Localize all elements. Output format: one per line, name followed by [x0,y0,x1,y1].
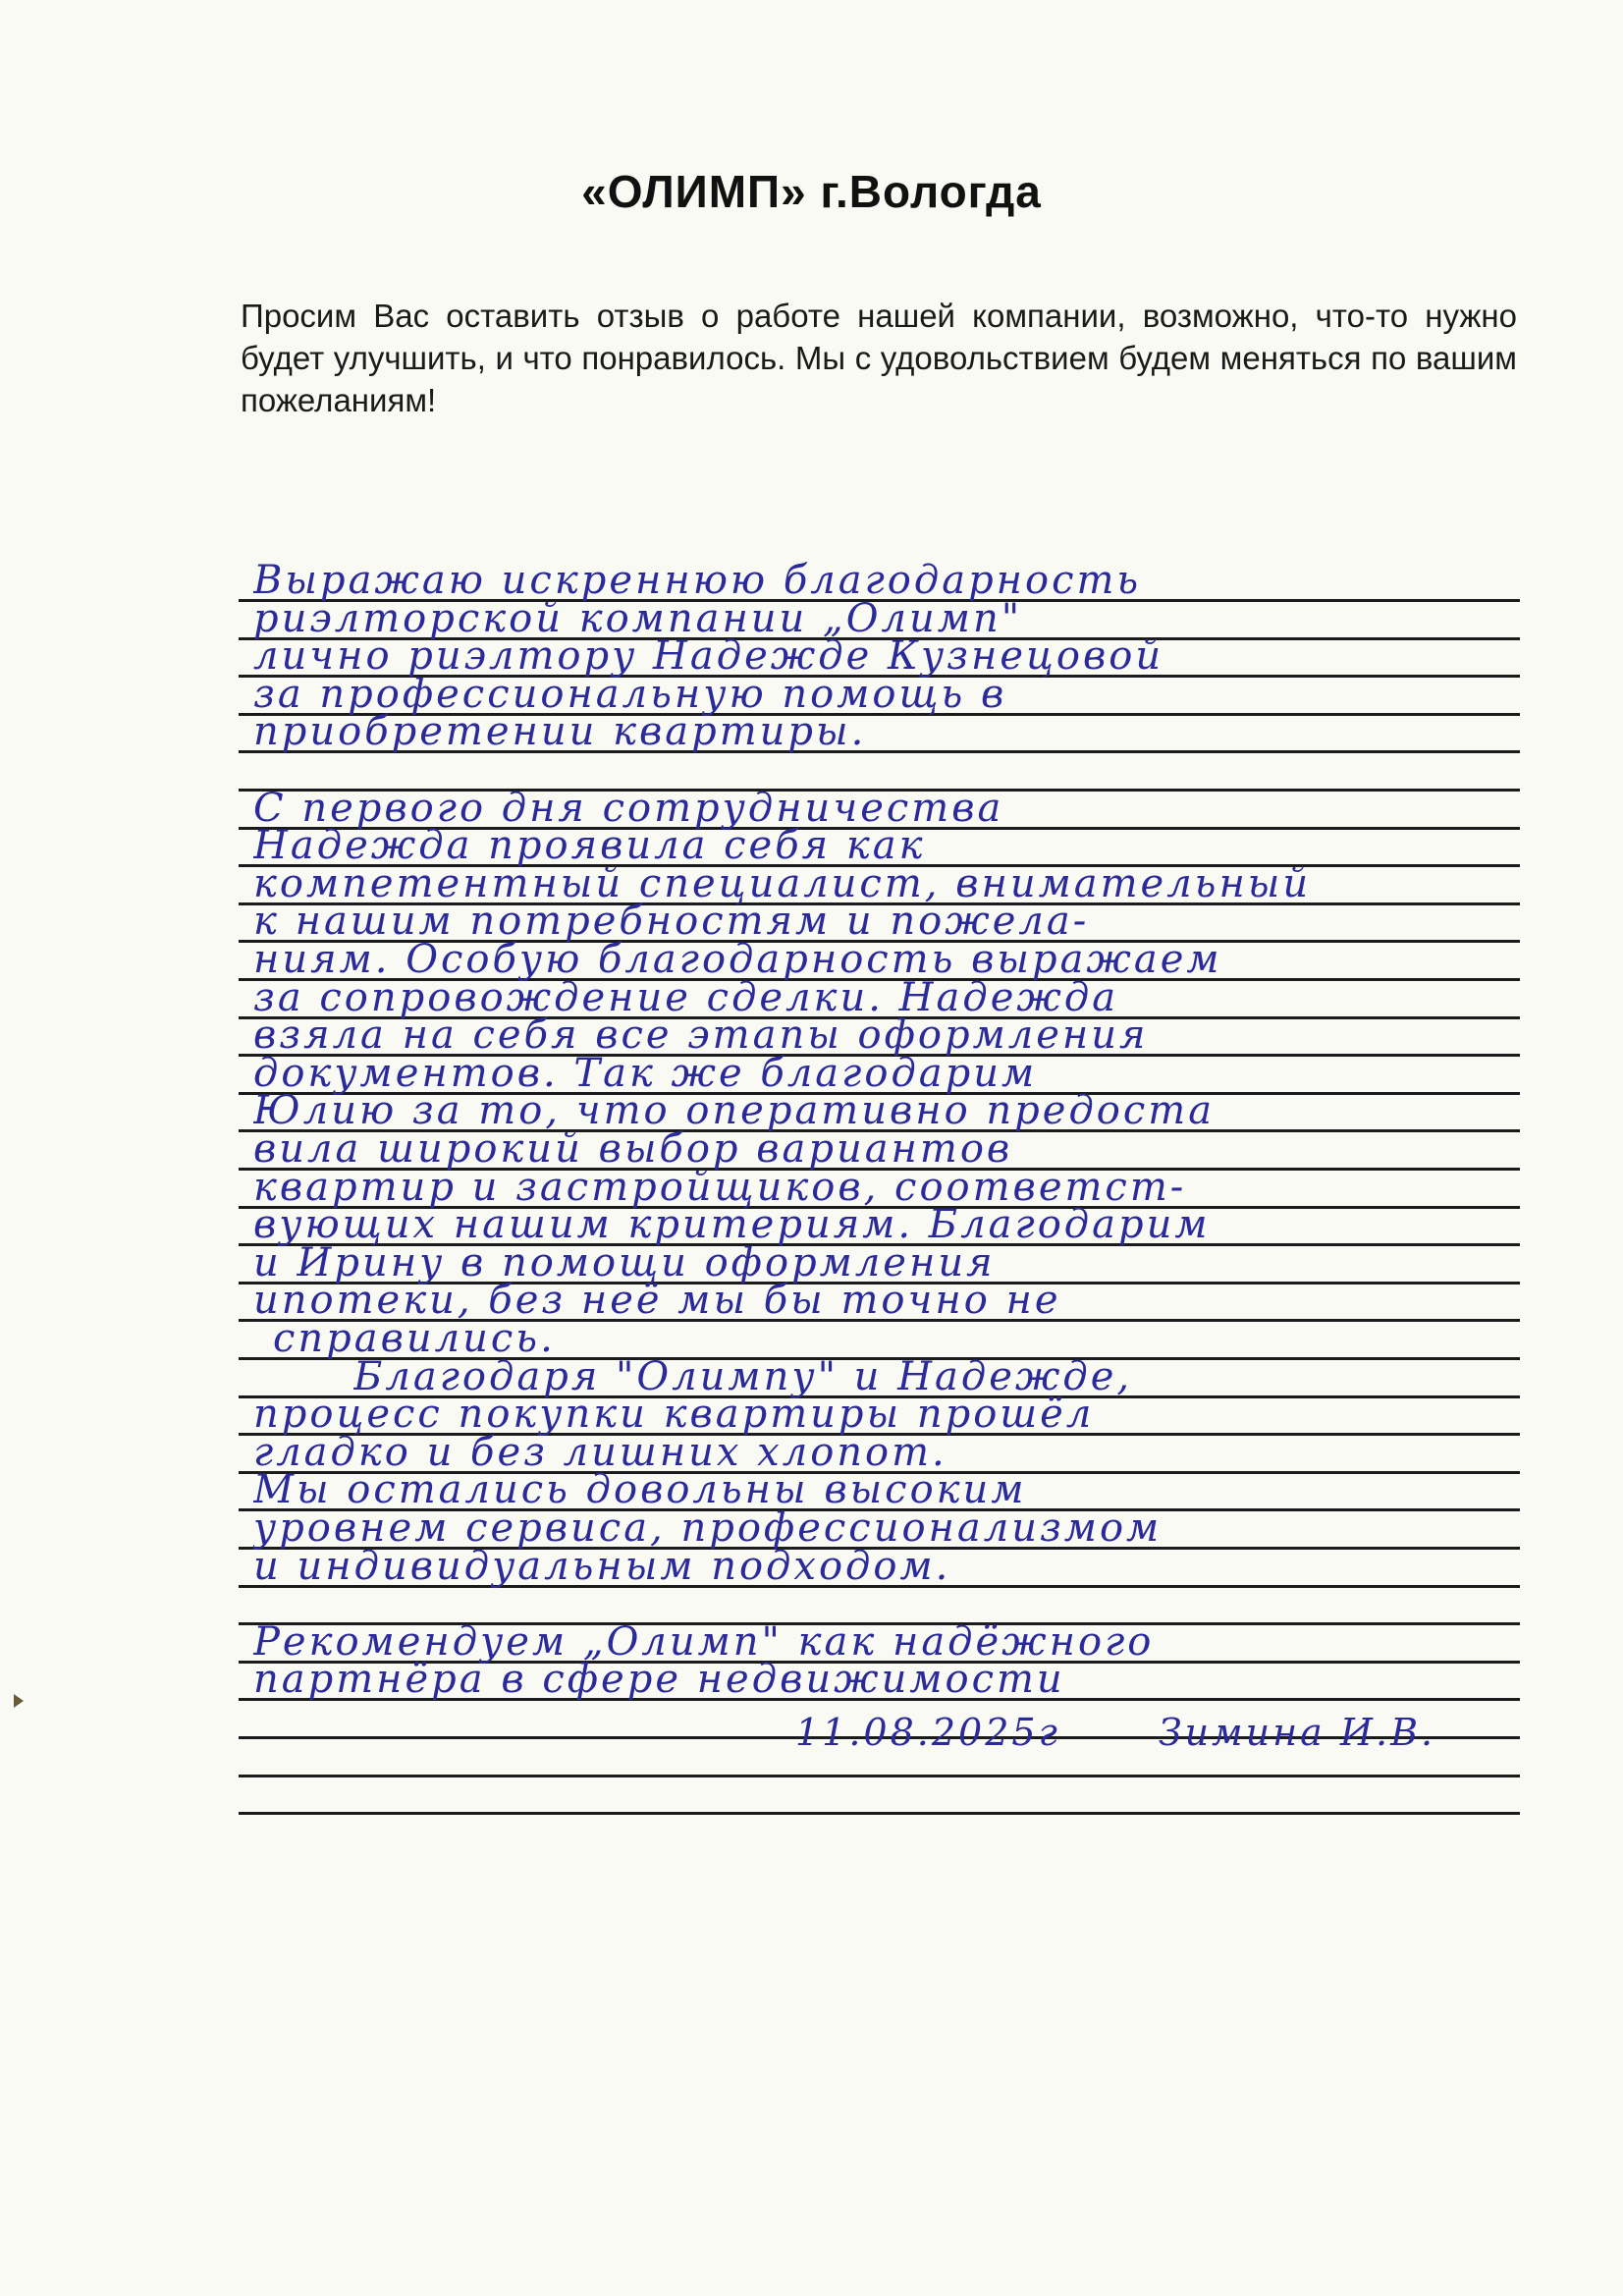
margin-mark [14,1694,24,1708]
review-line: к нашим потребностям и пожела- [253,899,1090,944]
review-line: лично риэлтору Надежде Кузнецовой [253,633,1164,679]
signature: Зимина И.В. [1159,1711,1436,1754]
review-line: квартир и застройщиков, соответст- [253,1165,1187,1210]
intro-paragraph: Просим Вас оставить отзыв о работе нашей компании, возможно, что-то нужно будет улучшить, и что понравилось. Мы с удовольствием будем меняться по вашим пожеланиям! [241,298,1517,418]
review-line: процесс покупки квартиры прошёл [253,1392,1095,1437]
review-line: Рекомендуем „Олимп" как надёжного [253,1619,1155,1665]
review-line: вующих нашим критериям. Благодарим [253,1202,1211,1247]
review-line: гладко и без лишних хлопот. [253,1430,947,1475]
review-line: ниям. Особую благодарность выражаем [253,937,1222,982]
review-line: Юлию за то, что оперативно предоста [253,1088,1216,1133]
review-line: партнёра в сфере недвижимости [253,1657,1065,1702]
review-line: Благодаря "Олимпу" и Надежде, [353,1354,1133,1399]
review-line: ипотеки, без неё мы бы точно не [253,1278,1061,1323]
review-line: и индивидуальным подходом. [253,1544,951,1589]
review-line: справились. [273,1316,556,1361]
review-line: Надежда проявила себя как [253,823,926,868]
review-line: документов. Так же благодарим [253,1051,1038,1096]
review-line: за сопровождение сделки. Надежда [253,975,1119,1020]
review-line: Мы остались довольны высоким [253,1467,1027,1512]
company-title: «ОЛИМП» г.Вологда [581,166,1042,217]
review-line: и Ирину в помощи оформления [253,1240,996,1285]
review-line: компетентный специалист, внимательный [253,861,1312,906]
review-line: Выражаю искреннюю благодарность [253,558,1142,603]
review-line: С первого дня сотрудничества [253,786,1004,831]
review-line: приобретении квартиры. [253,709,867,754]
review-line: за профессиональную помощь в [253,672,1007,717]
review-date: 11.08.2025г [795,1711,1060,1754]
review-line: риэлторской компании „Олимп" [253,596,1023,641]
rule-line [239,1812,1520,1815]
rule-line [239,1775,1520,1777]
review-line: взяла на себя все этапы оформления [253,1012,1149,1058]
review-line: уровнем сервиса, профессионализмом [253,1505,1163,1551]
review-line: вила широкий выбор вариантов [253,1126,1013,1172]
